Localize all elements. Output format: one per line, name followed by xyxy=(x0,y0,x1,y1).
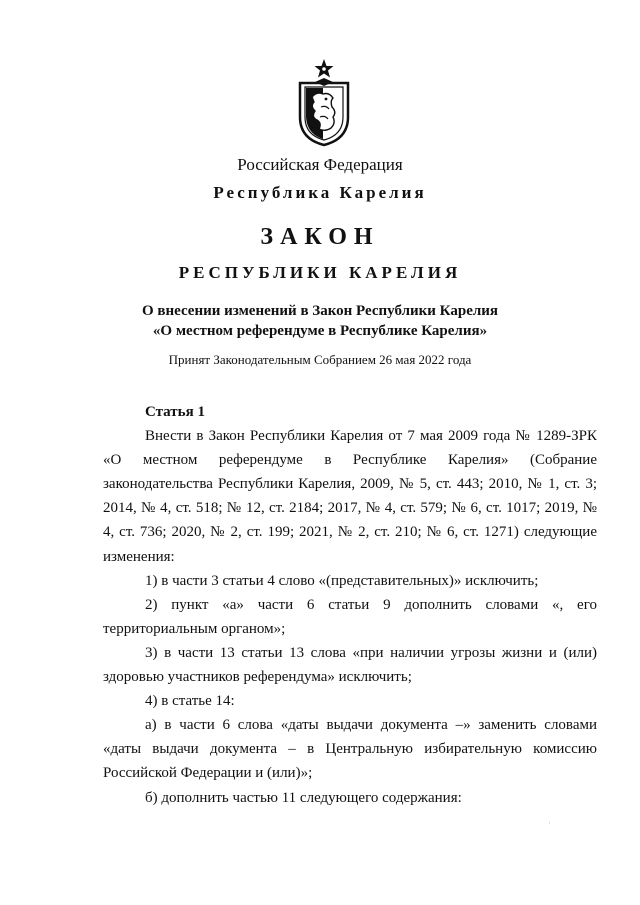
document-type: ЗАКОН xyxy=(260,224,380,250)
adoption-note: Принят Законодательным Собранием 26 мая 2022 года xyxy=(168,352,472,367)
paragraph-intro: Внести в Закон Республики Карелия от 7 мая 2009 года № 1289-ЗРК «О местном референдуме в Республике Карелия» (Собрание законодательства Республики Карелия, 2009, № 5, ст. 443; 2010, № 1, ст. 3; 2014, № 4, ст. 518; № 12, ст. 2184; 2017, № 4, ст. 579; № 6, ст. 1017; 2019, № 4, ст. 736; 2020, № 2, ст. 199; 2021, № 2, ст. 210; № 6, ст. 1271) следующие изменения: xyxy=(103,428,597,565)
document-type-subtitle: РЕСПУБЛИКИ КАРЕЛИЯ xyxy=(178,263,462,282)
document-title-line-1: О внесении изменений в Закон Республики Карелия xyxy=(141,303,499,319)
document-title-line-2: «О местном референдуме в Республике Карелия» xyxy=(152,323,488,339)
country-name: Российская Федерация xyxy=(237,155,403,174)
scan-speck: · xyxy=(312,92,315,102)
paragraph-item-4: 4) в статье 14: xyxy=(145,693,235,710)
paragraph-item-4b: б) дополнить частью 11 следующего содержания: xyxy=(145,789,462,806)
republic-name: Республика Карелия xyxy=(213,183,427,202)
scan-speck: · xyxy=(548,818,551,828)
paragraph-item-3: 3) в части 13 статьи 13 слова «при наличии угрозы жизни и (или) здоровью участников референдума» исключить; xyxy=(103,644,597,686)
paragraph-item-4a: а) в части 6 слова «даты выдачи документа –» заменить словами «даты выдачи документа – в Центральную избирательную комиссию Российской Федерации и (или)»; xyxy=(103,717,597,782)
document-title xyxy=(0,301,640,341)
coat-of-arms-icon xyxy=(295,57,353,147)
article-heading: Статья 1 xyxy=(145,404,205,420)
article-body xyxy=(103,400,597,810)
paragraph-item-1: 1) в части 3 статьи 4 слово «(представительных)» исключить; xyxy=(145,572,539,589)
paragraph-item-2: 2) пункт «а» части 6 статьи 9 дополнить словами «, его территориальным органом»; xyxy=(103,596,597,637)
